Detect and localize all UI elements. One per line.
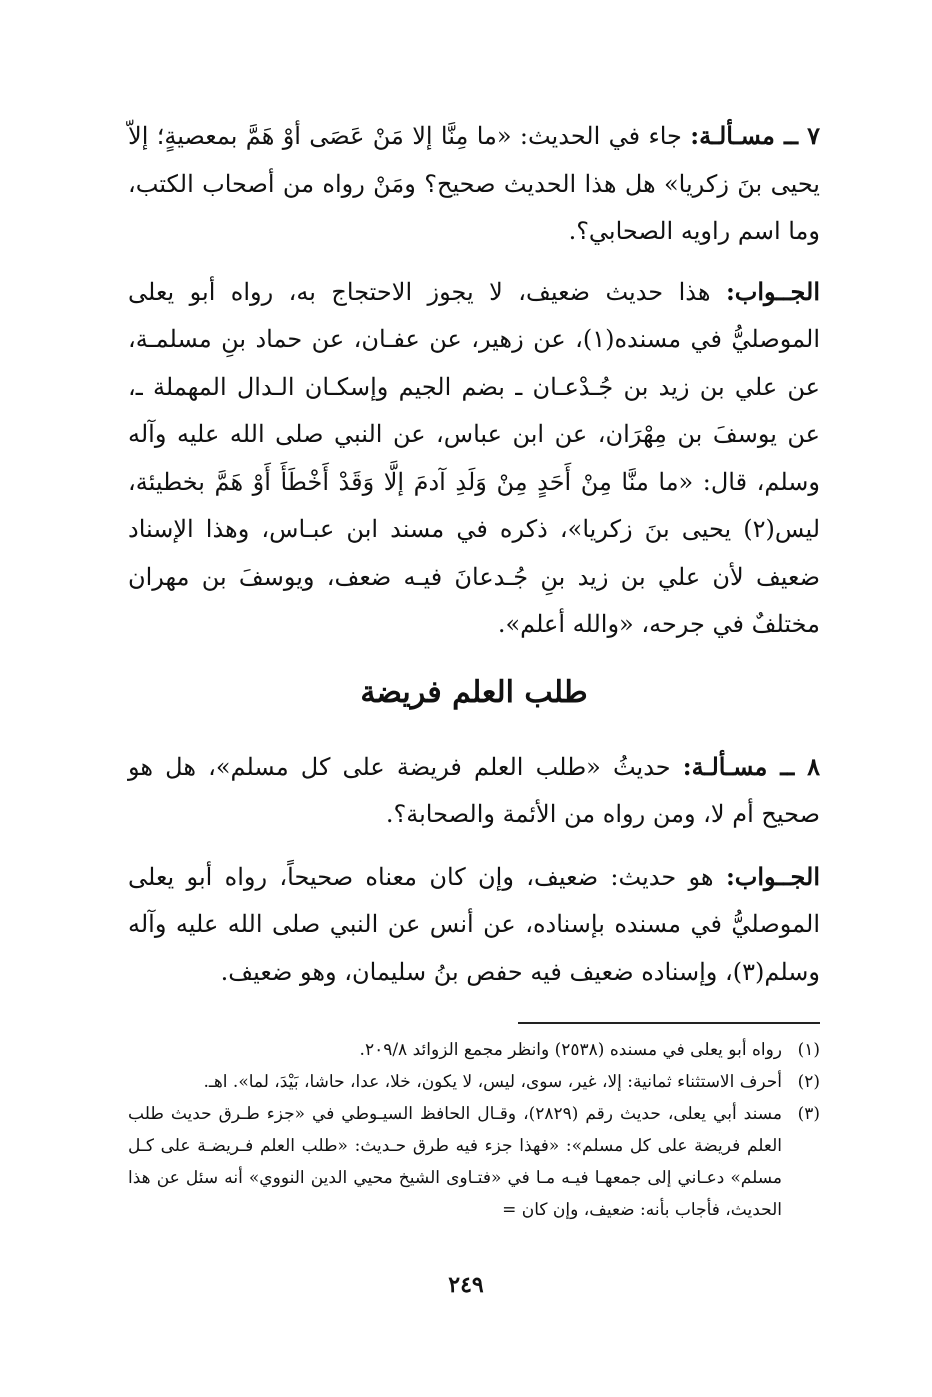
footnote-number: (١) (797, 1040, 820, 1060)
footnote-text: مسند أبي يعلى، حديث رقم (٢٨٢٩)، وقـال الحافظ السيـوطي في «جزء طـرق حديث طلب العلم فريضة على كل مسلم»: «فهذا جزء فيه طرق حـديث: «طلب العلم فـريضـة على كـل مسلم» دعـاني إلى جمعهـا فيـه مـا في «فتـاوى الشيخ محيي الدين النووي» أنه سئل عن هذا الحديث، فأجاب بأنه: ضعيف، وإن كان = (128, 1104, 782, 1220)
footnote-text: رواه أبو يعلى في مسنده (٢٥٣٨) وانظر مجمع الزوائد ٢٠٩/٨. (359, 1040, 782, 1060)
footnote-2 (128, 1066, 820, 1098)
answer-8 (128, 853, 820, 997)
question-8-label: ٨ ــ مسـألـة: (682, 751, 821, 781)
answer-8-text: هو حديث: ضعيف، وإن كان معناه صحيحاً، رواه أبو يعلى الموصليُّ في مسنده بإسناده، عن أنس عن النبي صلى الله عليه وآله وسلم(٣)، وإسناده ضعيف فيه حفص بنُ سليمان، وهو ضعيف. (128, 862, 820, 986)
question-8-text: حديثُ «طلب العلم فريضة على كل مسلم»، هل هو صحيح أم لا، ومن رواه من الأئمة والصحابة؟. (128, 752, 820, 828)
section-title: طلب العلم فريضة (360, 674, 588, 710)
page-body (128, 112, 820, 1226)
footnote-number: (٢) (797, 1072, 820, 1092)
page-number: ٢٤٩ (448, 1272, 484, 1298)
footnote-divider (518, 1022, 820, 1024)
question-8 (128, 743, 820, 839)
footnotes (128, 1034, 820, 1226)
answer-7-text: هذا حديث ضعيف، لا يجوز الاحتجاج به، رواه أبو يعلى الموصليُّ في مسنده(١)، عن زهير، عن عفـان، عن حماد بنِ مسلمـة، عن علي بن زيد بن جُـدْعـان ـ بضم الجيم وإسكـان الـدال المهملة ـ، عن يوسفَ بن مِهْرَان، عن ابن عباس، عن النبي صلى الله عليه وآله وسلم، قال: «ما منَّا مِنْ أَحَدٍ مِنْ وَلَدِ آدمَ إلَّا وَقَدْ أَخْطَأَ أَوْ هَمَّ بخطيئة، ليس(٢) يحيى بنَ زكريا»، ذكره في مسند ابن عبـاس، وهذا الإسناد ضعيف لأن علي بن زيد بنِ جُـدعانَ فيـه ضعف، ويوسفَ بن مهران مختلفٌ في جرحه، «والله أعلم». (128, 277, 821, 638)
footnote-1 (128, 1034, 820, 1066)
answer-8-label: الجــواب: (725, 861, 820, 891)
question-7 (128, 112, 820, 256)
footnote-text: أحرف الاستثناء ثمانية: إلا، غير، سوى، ليس، لا يكون، خلا، عدا، حاشا، بَيْدَ، لما». اهـ. (203, 1072, 782, 1092)
answer-7-label: الجــواب: (725, 276, 820, 306)
question-7-label: ٧ ــ مسـألـة: (690, 121, 821, 150)
answer-7 (128, 268, 820, 649)
footnote-3 (128, 1098, 820, 1226)
question-7-text: جاء في الحديث: «ما مِنَّا إلا مَنْ عَصَى أوْ هَمَّ بمعصيةٍ؛ إلاّ يحيى بنَ زكريا» هل هذا الحديث صحيح؟ ومَنْ رواه من أصحاب الكتب، وما اسم راويه الصحابي؟. (128, 122, 820, 245)
footnote-number: (٣) (797, 1104, 820, 1124)
